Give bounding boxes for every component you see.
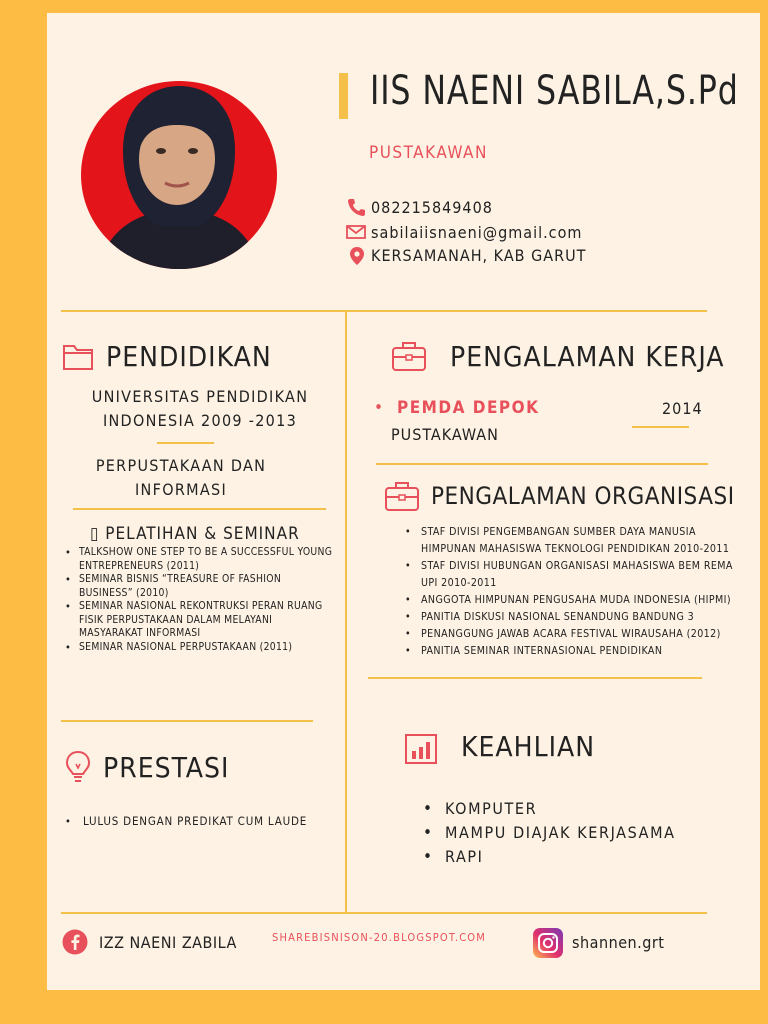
name-accent-bar [339,73,348,119]
list-item: • RAPI [421,845,721,869]
major-name [42,454,320,502]
employment-year: 2014 [662,399,703,418]
list-item: • KOMPUTER [421,797,721,821]
education-separator [157,442,214,444]
email-address[interactable]: sabilaiisnaeni@gmail.com [371,223,583,242]
section-title-prestasi: PRESTASI [103,751,230,784]
list-item: • STAF DIVISI HUBUNGAN ORGANISASI MAHASISWA BEM REMA UPI 2010-2011 [399,558,749,592]
facebook-icon[interactable] [62,929,88,955]
footer-divider [61,912,707,914]
instagram-handle[interactable]: shannen.grt [572,933,665,952]
mail-icon [346,222,366,242]
section-title-pengalaman-organisasi: PENGALAMAN ORGANISASI [431,482,735,510]
briefcase-icon [391,340,427,372]
bullet-icon: • [374,398,384,418]
blog-url[interactable]: SHAREBISNISON-20.BLOGSPOT.COM [272,931,487,944]
header-divider [61,310,707,312]
job-role: PUSTAKAWAN [369,143,488,163]
prestasi-list [61,815,337,829]
organisasi-divider [368,677,702,679]
pelatihan-list [61,546,337,654]
briefcase-icon [384,480,420,512]
pelatihan-divider [61,720,313,722]
kerja-divider [376,463,708,465]
section-title-pendidikan: PENDIDIKAN [106,340,272,373]
phone-number[interactable]: 082215849408 [371,198,493,217]
list-item: • PENANGGUNG JAWAB ACARA FESTIVAL WIRAUSAHA (2012) [399,626,749,643]
full-name: IIS NAENI SABILA,S.Pd [370,68,739,114]
folder-icon [62,343,94,371]
list-item: • MAMPU DIAJAK KERJASAMA [421,821,721,845]
facebook-name[interactable]: IZZ NAENI ZABILA [99,933,237,952]
list-item: • ANGGOTA HIMPUNAN PENGUSAHA MUDA INDONESIA (HIPMI) [399,592,749,609]
university-name [61,385,339,433]
list-item: • PANITIA DISKUSI NASIONAL SENANDUNG BANDUNG 3 [399,609,749,626]
person-avatar [81,81,277,269]
university-line-1: UNIVERSITAS PENDIDIKAN [91,387,309,406]
keahlian-list [421,797,721,869]
profile-photo [81,81,277,269]
list-item: • TALKSHOW ONE STEP TO BE A SUCCESSFUL YOUNG ENTREPRENEURS (2011) [61,546,337,573]
job-position: PUSTAKAWAN [391,425,499,444]
major-line-2: INFORMASI [135,480,227,499]
university-line-2: INDONESIA 2009 -2013 [102,411,298,430]
year-underline [632,426,689,428]
column-divider [345,311,347,913]
employer-name: PEMDA DEPOK [397,398,540,418]
pendidikan-divider [73,508,326,510]
list-item: • PANITIA SEMINAR INTERNASIONAL PENDIDIKAN [399,643,749,660]
address: KERSAMANAH, KAB GARUT [371,246,587,265]
section-title-pengalaman-kerja: PENGALAMAN KERJA [450,340,725,373]
organisasi-list [399,524,749,660]
section-title-pelatihan: ▯ PELATIHAN & SEMINAR [90,524,300,544]
list-item: • SEMINAR NASIONAL PERPUSTAKAAN (2011) [61,641,337,655]
instagram-icon[interactable] [533,928,563,958]
phone-icon [346,197,366,217]
list-item: • STAF DIVISI PENGEMBANGAN SUMBER DAYA MANUSIA HIMPUNAN MAHASISWA TEKNOLOGI PENDIDIKAN 2010-2011 [399,524,749,558]
lightbulb-icon [65,750,91,784]
list-item: • SEMINAR NASIONAL REKONTRUKSI PERAN RUANG FISIK PERPUSTAKAAN DALAM MELAYANI MASYARAKAT INFORMASI [61,600,337,641]
location-pin-icon [349,246,365,266]
list-item: • LULUS DENGAN PREDIKAT CUM LAUDE [61,815,337,829]
bar-chart-icon [404,733,438,765]
section-title-keahlian: KEAHLIAN [461,730,596,763]
list-item: • SEMINAR BISNIS “TREASURE OF FASHION BUSINESS” (2010) [61,573,337,600]
major-line-1: PERPUSTAKAAN DAN [95,456,267,475]
